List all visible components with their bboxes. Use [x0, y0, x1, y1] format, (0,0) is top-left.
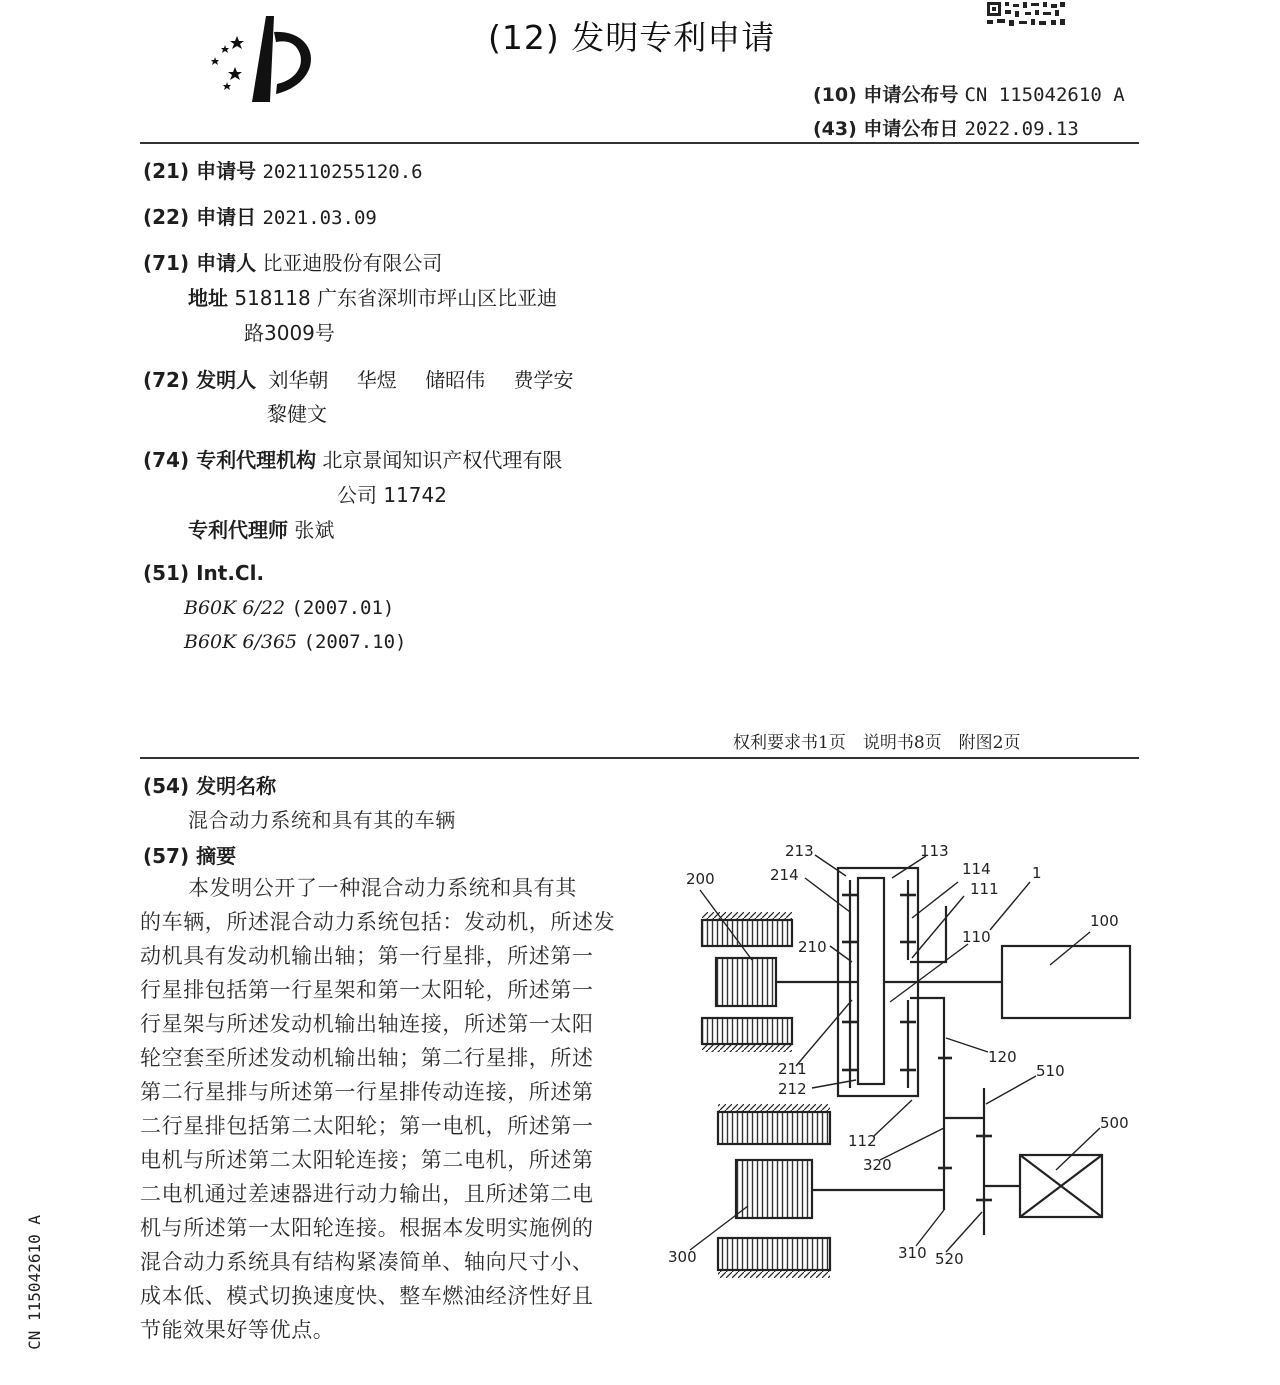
inventor-name: 华煜 — [356, 368, 397, 392]
ipc-date: (2007.10) — [303, 631, 407, 653]
publication-date-label: (43) 申请公布日 — [813, 118, 959, 140]
label-110: 110 — [962, 928, 991, 946]
application-date-value: 2021.03.09 — [262, 207, 377, 229]
patent-agency-label: (74) 专利代理机构 — [143, 448, 317, 472]
publication-date-value: 2022.09.13 — [964, 118, 1079, 140]
section-divider — [140, 757, 1139, 759]
applicant-value: 比亚迪股份有限公司 — [262, 251, 443, 275]
publication-date — [813, 114, 1079, 141]
patent-agency — [143, 444, 562, 473]
ipc-code: B60K 6/365 — [184, 631, 298, 653]
application-date — [143, 201, 377, 230]
patent-agent-label: 专利代理师 — [188, 518, 288, 542]
ipc-entry — [184, 629, 406, 653]
label-113: 113 — [920, 842, 949, 860]
patent-agent-value: 张斌 — [294, 518, 335, 542]
application-number — [143, 155, 423, 184]
abstract-line: 第二行星排与所述第一行星排传动连接，所述第 — [140, 1080, 594, 1104]
abstract-line: 二电机通过差速器进行动力输出，且所述第二电 — [140, 1182, 594, 1206]
applicant-label: (71) 申请人 — [143, 251, 257, 275]
abstract-label: (57) 摘要 — [143, 844, 237, 868]
ipc-code: B60K 6/22 — [184, 597, 286, 619]
powertrain-schematic — [660, 830, 1140, 1290]
abstract-line: 电机与所述第二太阳轮连接；第二电机，所述第 — [140, 1148, 594, 1172]
label-520: 520 — [935, 1250, 964, 1268]
side-publication-number: CN 115042610 A — [25, 1215, 44, 1350]
address-line2: 路3009号 — [244, 321, 335, 345]
label-510: 510 — [1036, 1062, 1065, 1080]
label-111: 111 — [970, 880, 999, 898]
abstract-line: 动机具有发动机输出轴；第一行星排，所述第一 — [140, 944, 594, 968]
abstract-line: 节能效果好等优点。 — [140, 1318, 335, 1342]
abstract-line: 机与所述第一太阳轮连接。根据本发明实施例的 — [140, 1216, 594, 1240]
application-date-label: (22) 申请日 — [143, 205, 257, 229]
inventor-name: 费学安 — [513, 368, 574, 392]
inventors — [143, 364, 574, 393]
publication-number-label: (10) 申请公布号 — [813, 84, 959, 106]
abstract-line: 行星排包括第一行星架和第一太阳轮，所述第一 — [140, 978, 594, 1002]
invention-title-label: (54) 发明名称 — [143, 774, 277, 798]
abstract-line: 二行星排包括第二太阳轮；第一电机，所述第一 — [140, 1114, 594, 1138]
international-classification-label: (51) Int.Cl. — [143, 561, 265, 585]
label-112: 112 — [848, 1132, 877, 1150]
label-200: 200 — [686, 870, 715, 888]
publication-number — [813, 80, 1125, 107]
address-label: 地址 — [188, 286, 228, 310]
inventor-name: 黎健文 — [267, 402, 327, 426]
invention-title: 混合动力系统和具有其的车辆 — [188, 808, 456, 832]
label-214: 214 — [770, 866, 799, 884]
patent-agency-line2: 公司 11742 — [337, 483, 447, 507]
abstract-line: 轮空套至所述发动机输出轴；第二行星排，所述 — [140, 1046, 594, 1070]
application-number-value: 202110255120.6 — [262, 161, 423, 183]
address — [188, 282, 557, 311]
abstract-line: 混合动力系统具有结构紧凑简单、轴向尺寸小、 — [140, 1250, 594, 1274]
ipc-date: (2007.01) — [291, 597, 395, 619]
abstract-line: 本发明公开了一种混合动力系统和具有其 — [188, 876, 577, 900]
patent-office-logo — [200, 12, 325, 107]
qr-code — [985, 0, 1067, 28]
label-210: 210 — [798, 938, 827, 956]
label-100: 100 — [1090, 912, 1119, 930]
label-114: 114 — [962, 860, 991, 878]
label-300: 300 — [668, 1248, 697, 1266]
patent-agent — [188, 514, 334, 543]
label-310: 310 — [898, 1244, 927, 1262]
address-line1: 518118 广东省深圳市坪山区比亚迪 — [234, 286, 558, 310]
abstract-line: 行星架与所述发动机输出轴连接，所述第一太阳 — [140, 1012, 594, 1036]
header-divider — [140, 142, 1139, 144]
engine-100-box — [1002, 946, 1130, 1018]
inventors-label: (72) 发明人 — [143, 368, 257, 392]
abstract-line: 的车辆，所述混合动力系统包括：发动机，所述发 — [140, 910, 616, 934]
label-211: 211 — [778, 1060, 807, 1078]
inventor-name: 刘华朝 — [268, 368, 329, 392]
application-number-label: (21) 申请号 — [143, 159, 257, 183]
abstract-line: 成本低、模式切换速度快、整车燃油经济性好且 — [140, 1284, 594, 1308]
label-120: 120 — [988, 1048, 1017, 1066]
inventor-name: 储昭伟 — [425, 368, 486, 392]
label-1: 1 — [1032, 864, 1042, 882]
publication-number-value: CN 115042610 A — [964, 84, 1125, 106]
label-212: 212 — [778, 1080, 807, 1098]
applicant — [143, 247, 442, 276]
patent-agency-line1: 北京景闻知识产权代理有限 — [322, 448, 563, 472]
page-count-summary: 权利要求书1页 说明书8页 附图2页 — [733, 733, 1021, 753]
label-213: 213 — [785, 842, 814, 860]
document-type-title: (12) 发明专利申请 — [488, 18, 776, 57]
label-320: 320 — [863, 1156, 892, 1174]
ipc-entry — [184, 595, 394, 619]
label-500: 500 — [1100, 1114, 1129, 1132]
